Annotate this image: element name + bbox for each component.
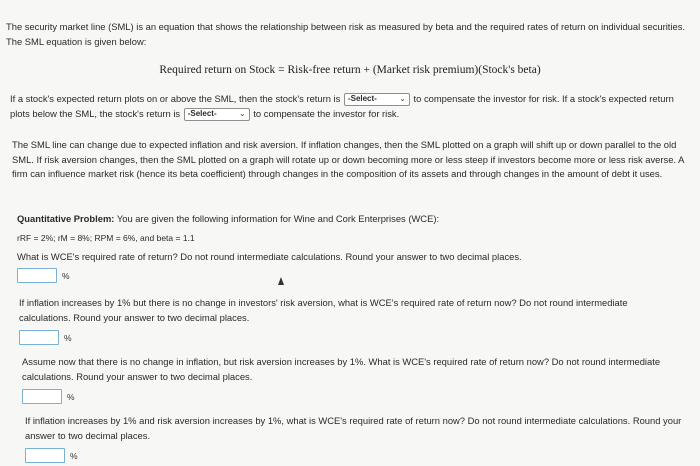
- quant-problem-heading: [17, 212, 687, 227]
- question-inflation: If inflation increases by 1% but there is no change in investors' risk aversion, what is WCE's required rate of return now? Do not round intermediate calculations. Round your answer to two decimal places.: [19, 297, 628, 323]
- select-dropdown-1[interactable]: [344, 93, 410, 106]
- percent-unit: %: [62, 270, 70, 281]
- percent-unit: %: [67, 391, 75, 402]
- question1-part2: to compensate the investor for risk. If a stock's expected return plots below the SML, the stock's return is: [10, 93, 674, 119]
- answer-input-1[interactable]: [17, 268, 57, 283]
- answer-input-2[interactable]: [19, 330, 59, 345]
- question-sml-position: [10, 92, 690, 121]
- select-1-value: -Select-: [347, 94, 377, 104]
- select-2-value: -Select-: [187, 108, 217, 118]
- chevron-down-icon: ⌄: [239, 108, 246, 118]
- question-required-return: What is WCE's required rate of return? Do not round intermediate calculations. Round your answer to two decimal places.: [17, 251, 522, 262]
- mouse-cursor-icon: [278, 277, 284, 285]
- percent-unit: %: [70, 450, 78, 461]
- answer-row-1: [17, 268, 70, 283]
- quant-given-values: rRF = 2%; rM = 8%; RPM = 6%, and beta = 1.1: [17, 233, 195, 243]
- intro-text: The security market line (SML) is an equation that shows the relationship between risk as measured by beta and the required rates of return on individual securities. The SML equation is given below:: [6, 21, 686, 47]
- chevron-down-icon: ⌄: [399, 94, 406, 104]
- select-dropdown-2[interactable]: [184, 108, 250, 121]
- quant-label: Quantitative Problem:: [17, 213, 115, 224]
- answer-input-3[interactable]: [22, 389, 62, 404]
- question-risk-aversion: Assume now that there is no change in inflation, but risk aversion increases by 1%. What is WCE's required rate of return now? Do not round intermediate calculations. Round your answer to two decimal places.: [22, 356, 661, 382]
- quant-text: You are given the following information for Wine and Cork Enterprises (WCE):: [116, 213, 440, 224]
- sml-equation: Required return on Stock = Risk-free return + (Market risk premium)(Stock's beta): [159, 64, 541, 76]
- info-paragraph: The SML line can change due to expected inflation and risk aversion. If inflation changes, then the SML plotted on a graph will shift up or down parallel to the old SML. If risk aversion changes, then the SML plotted on a graph will rotate up or down becoming more or less steep if investors become more or less risk averse. A firm can influence market risk (hence its beta coefficient) through changes in the composition of its assets and through changes in the amount of debt it uses.: [12, 139, 684, 179]
- answer-row-3: [22, 389, 75, 404]
- question-both-changes: If inflation increases by 1% and risk aversion increases by 1%, what is WCE's required rate of return now? Do not round intermediate calculations. Round your answer to two decimal places.: [25, 415, 682, 441]
- question1-part1: If a stock's expected return plots on or above the SML, then the stock's return is: [10, 93, 341, 104]
- answer-row-2: [19, 330, 72, 345]
- answer-row-4: [25, 448, 78, 463]
- question1-part3: to compensate the investor for risk.: [253, 107, 400, 119]
- answer-input-4[interactable]: [25, 448, 65, 463]
- percent-unit: %: [64, 332, 72, 343]
